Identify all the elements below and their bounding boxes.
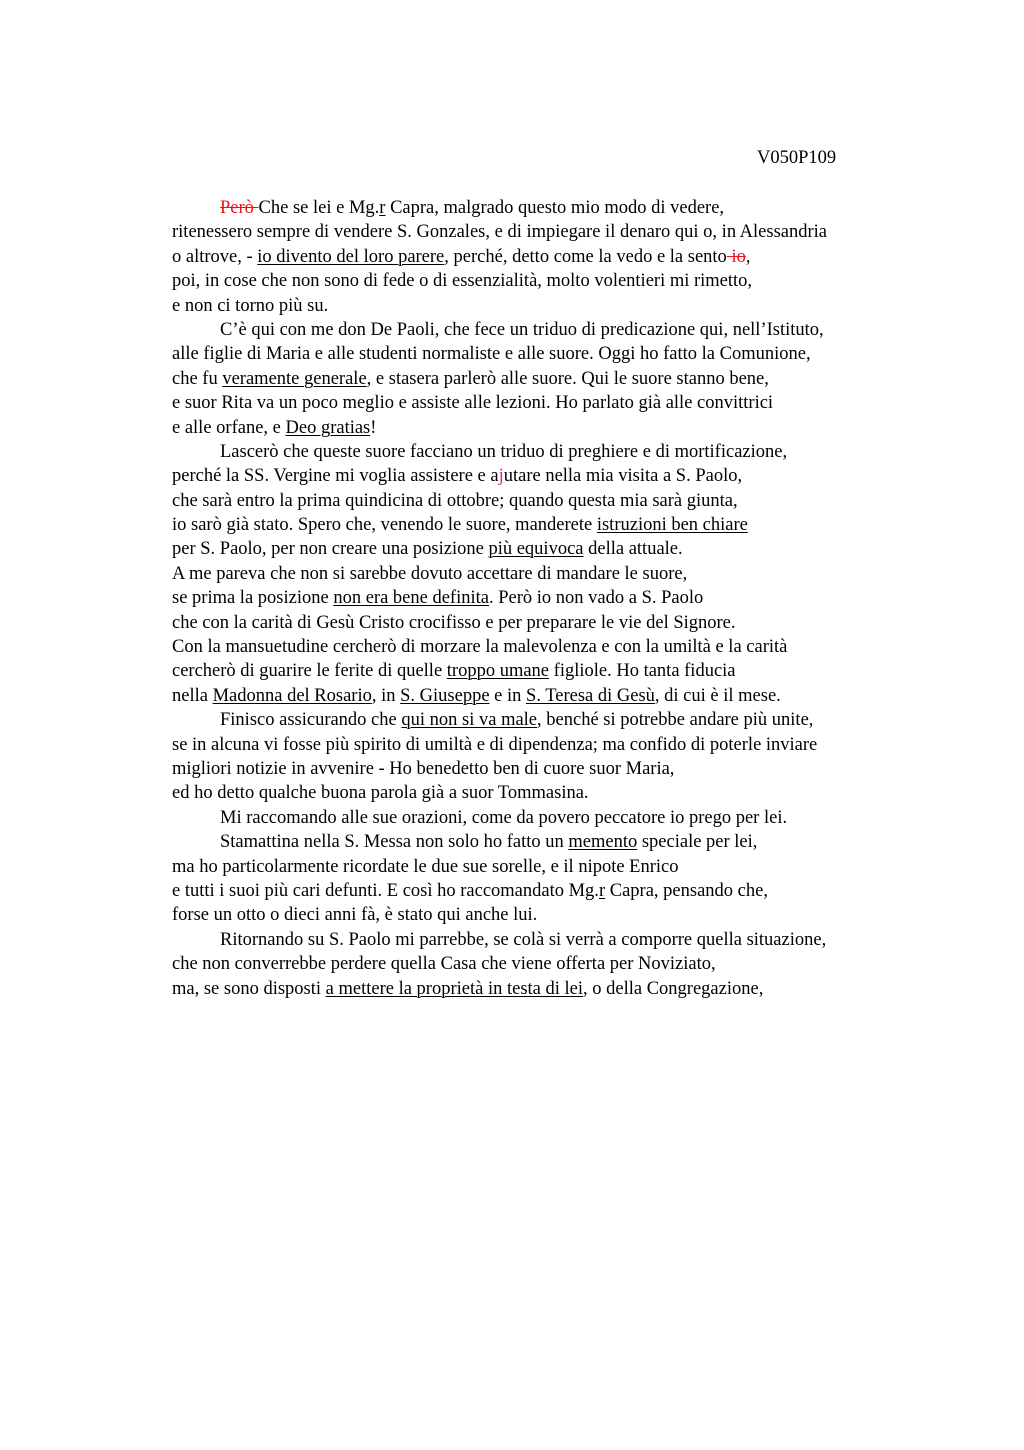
underlined-text: Deo gratias bbox=[285, 417, 371, 438]
text-segment: Mi raccomando alle sue orazioni, come da povero peccatore io prego per lei. bbox=[220, 807, 788, 828]
text-segment: Ritornando su S. Paolo mi parrebbe, se colà si verrà a comporre quella situazione, bbox=[220, 929, 827, 950]
text-segment: e suor Rita va un poco meglio e assiste alle lezioni. Ho parlato già alle convittrici bbox=[172, 393, 774, 414]
text-segment: se prima la posizione bbox=[172, 588, 334, 609]
struck-through-text: io bbox=[726, 246, 746, 267]
text-segment: speciale per lei, bbox=[637, 832, 758, 853]
text-line bbox=[172, 855, 932, 879]
text-line bbox=[172, 416, 932, 440]
text-line bbox=[172, 513, 932, 537]
text-segment: utare nella mia visita a S. Paolo, bbox=[503, 466, 743, 487]
text-segment: Capra, pensando che, bbox=[605, 880, 768, 901]
text-line bbox=[172, 903, 932, 927]
text-segment: ma ho particolarmente ricordate le due sue sorelle, e il nipote Enrico bbox=[172, 856, 679, 877]
text-segment: perché la SS. Vergine mi voglia assistere e a bbox=[172, 466, 499, 487]
text-segment: Stamattina nella S. Messa non solo ho fatto un bbox=[220, 832, 569, 853]
text-segment: ! bbox=[370, 417, 377, 438]
text-segment: che con la carità di Gesù Cristo crocifisso e per preparare le vie del Signore. bbox=[172, 612, 736, 633]
text-line bbox=[172, 562, 932, 586]
text-segment: Finisco assicurando che bbox=[220, 710, 402, 731]
text-line bbox=[172, 659, 932, 683]
text-segment: e tutti i suoi più cari defunti. E così ho raccomandato Mg. bbox=[172, 880, 599, 901]
text-line bbox=[172, 245, 932, 269]
underlined-text: più equivoca bbox=[488, 539, 584, 560]
text-segment: , bbox=[745, 246, 751, 267]
text-segment: e non ci torno più su. bbox=[172, 295, 329, 316]
text-segment: per S. Paolo, per non creare una posizione bbox=[172, 539, 489, 560]
text-segment: ma, se sono disposti bbox=[172, 978, 326, 999]
underlined-text: S. Teresa di Gesù bbox=[526, 685, 655, 706]
text-segment: forse un otto o dieci anni fà, è stato qui anche lui. bbox=[172, 905, 538, 926]
text-segment: Con la mansuetudine cercherò di morzare la malevolenza e con la umiltà e la carità bbox=[172, 637, 788, 658]
text-segment: C’è qui con me don De Paoli, che fece un triduo di predicazione qui, nell’Istituto, bbox=[220, 319, 824, 340]
underlined-text: non era bene definita bbox=[333, 588, 489, 609]
text-line bbox=[172, 440, 932, 464]
text-segment: cercherò di guarire le ferite di quelle bbox=[172, 661, 447, 682]
text-segment: o altrove, - bbox=[172, 246, 258, 267]
text-segment: e alle orfane, e bbox=[172, 417, 286, 438]
text-segment: Lascerò che queste suore facciano un triduo di preghiere e di mortificazione, bbox=[220, 441, 788, 462]
text-line bbox=[172, 391, 932, 415]
underlined-text: veramente generale bbox=[222, 368, 367, 389]
text-segment: figliole. Ho tanta fiducia bbox=[549, 661, 736, 682]
text-line bbox=[172, 684, 932, 708]
underlined-text: qui non si va male bbox=[401, 710, 538, 731]
text-line bbox=[172, 489, 932, 513]
text-segment: Che se lei e Mg. bbox=[258, 198, 380, 218]
text-segment: , in bbox=[371, 685, 401, 706]
text-segment: ed ho detto qualche buona parola già a suor Tommasina. bbox=[172, 783, 589, 804]
letter-body bbox=[172, 196, 932, 1001]
underlined-text: r bbox=[379, 198, 386, 218]
text-line bbox=[172, 708, 932, 732]
text-segment: poi, in cose che non sono di fede o di essenzialità, molto volentieri mi rimetto, bbox=[172, 271, 753, 292]
text-segment: migliori notizie in avvenire - Ho benedetto ben di cuore suor Maria, bbox=[172, 758, 675, 779]
text-line bbox=[172, 928, 932, 952]
text-segment: se in alcuna vi fosse più spirito di umiltà e di dipendenza; ma confido di poterle inviare bbox=[172, 734, 818, 755]
struck-through-text: Però bbox=[220, 198, 259, 218]
text-line bbox=[172, 294, 932, 318]
text-segment: Capra, malgrado questo mio modo di vedere, bbox=[385, 198, 725, 218]
text-segment: alle figlie di Maria e alle studenti normaliste e alle suore. Oggi ho fatto la Comunione, bbox=[172, 344, 811, 365]
page-identifier: V050P109 bbox=[757, 148, 837, 168]
text-segment: che fu bbox=[172, 368, 223, 389]
text-line bbox=[172, 952, 932, 976]
text-segment: . Però io non vado a S. Paolo bbox=[488, 588, 704, 609]
text-segment: , benché si potrebbe andare più unite, bbox=[537, 710, 814, 731]
text-line bbox=[172, 220, 932, 244]
text-segment: , e stasera parlerò alle suore. Qui le suore stanno bene, bbox=[366, 368, 769, 389]
text-segment: e in bbox=[489, 685, 527, 706]
text-line bbox=[172, 367, 932, 391]
text-line bbox=[172, 464, 932, 488]
text-line bbox=[172, 269, 932, 293]
underlined-text: troppo umane bbox=[446, 661, 550, 682]
text-line bbox=[172, 806, 932, 830]
text-line bbox=[172, 781, 932, 805]
text-line bbox=[172, 196, 932, 220]
text-segment: , perché, detto come la vedo e la sento bbox=[444, 246, 727, 267]
text-line bbox=[172, 733, 932, 757]
text-line bbox=[172, 757, 932, 781]
underlined-text: istruzioni ben chiare bbox=[596, 515, 748, 536]
text-segment: , o della Congregazione, bbox=[583, 978, 764, 999]
underlined-text: S. Giuseppe bbox=[400, 685, 490, 706]
text-line bbox=[172, 879, 932, 903]
underlined-text: r bbox=[598, 880, 606, 901]
text-line bbox=[172, 318, 932, 342]
text-line bbox=[172, 977, 932, 1001]
text-line bbox=[172, 586, 932, 610]
text-segment: , di cui è il mese. bbox=[654, 685, 781, 706]
text-line bbox=[172, 537, 932, 561]
text-line bbox=[172, 830, 932, 854]
text-segment: A me pareva che non si sarebbe dovuto accettare di mandare le suore, bbox=[172, 563, 688, 584]
inserted-text: j bbox=[498, 466, 504, 487]
underlined-text: Madonna del Rosario bbox=[212, 685, 372, 706]
text-segment: che sarà entro la prima quindicina di ottobre; quando questa mia sarà giunta, bbox=[172, 490, 738, 511]
text-segment: ritenessero sempre di vendere S. Gonzales, e di impiegare il denaro qui o, in Alessandria bbox=[172, 222, 828, 243]
text-segment: io sarò già stato. Spero che, venendo le suore, manderete bbox=[172, 515, 597, 536]
underlined-text: memento bbox=[568, 832, 638, 853]
underlined-text: io divento del loro parere bbox=[257, 246, 445, 267]
text-segment: della attuale. bbox=[583, 539, 683, 560]
text-line bbox=[172, 635, 932, 659]
text-segment: che non converrebbe perdere quella Casa che viene offerta per Noviziato, bbox=[172, 954, 716, 975]
underlined-text: a mettere la proprietà in testa di lei bbox=[325, 978, 584, 999]
text-line bbox=[172, 611, 932, 635]
text-line bbox=[172, 342, 932, 366]
text-segment: nella bbox=[172, 685, 213, 706]
